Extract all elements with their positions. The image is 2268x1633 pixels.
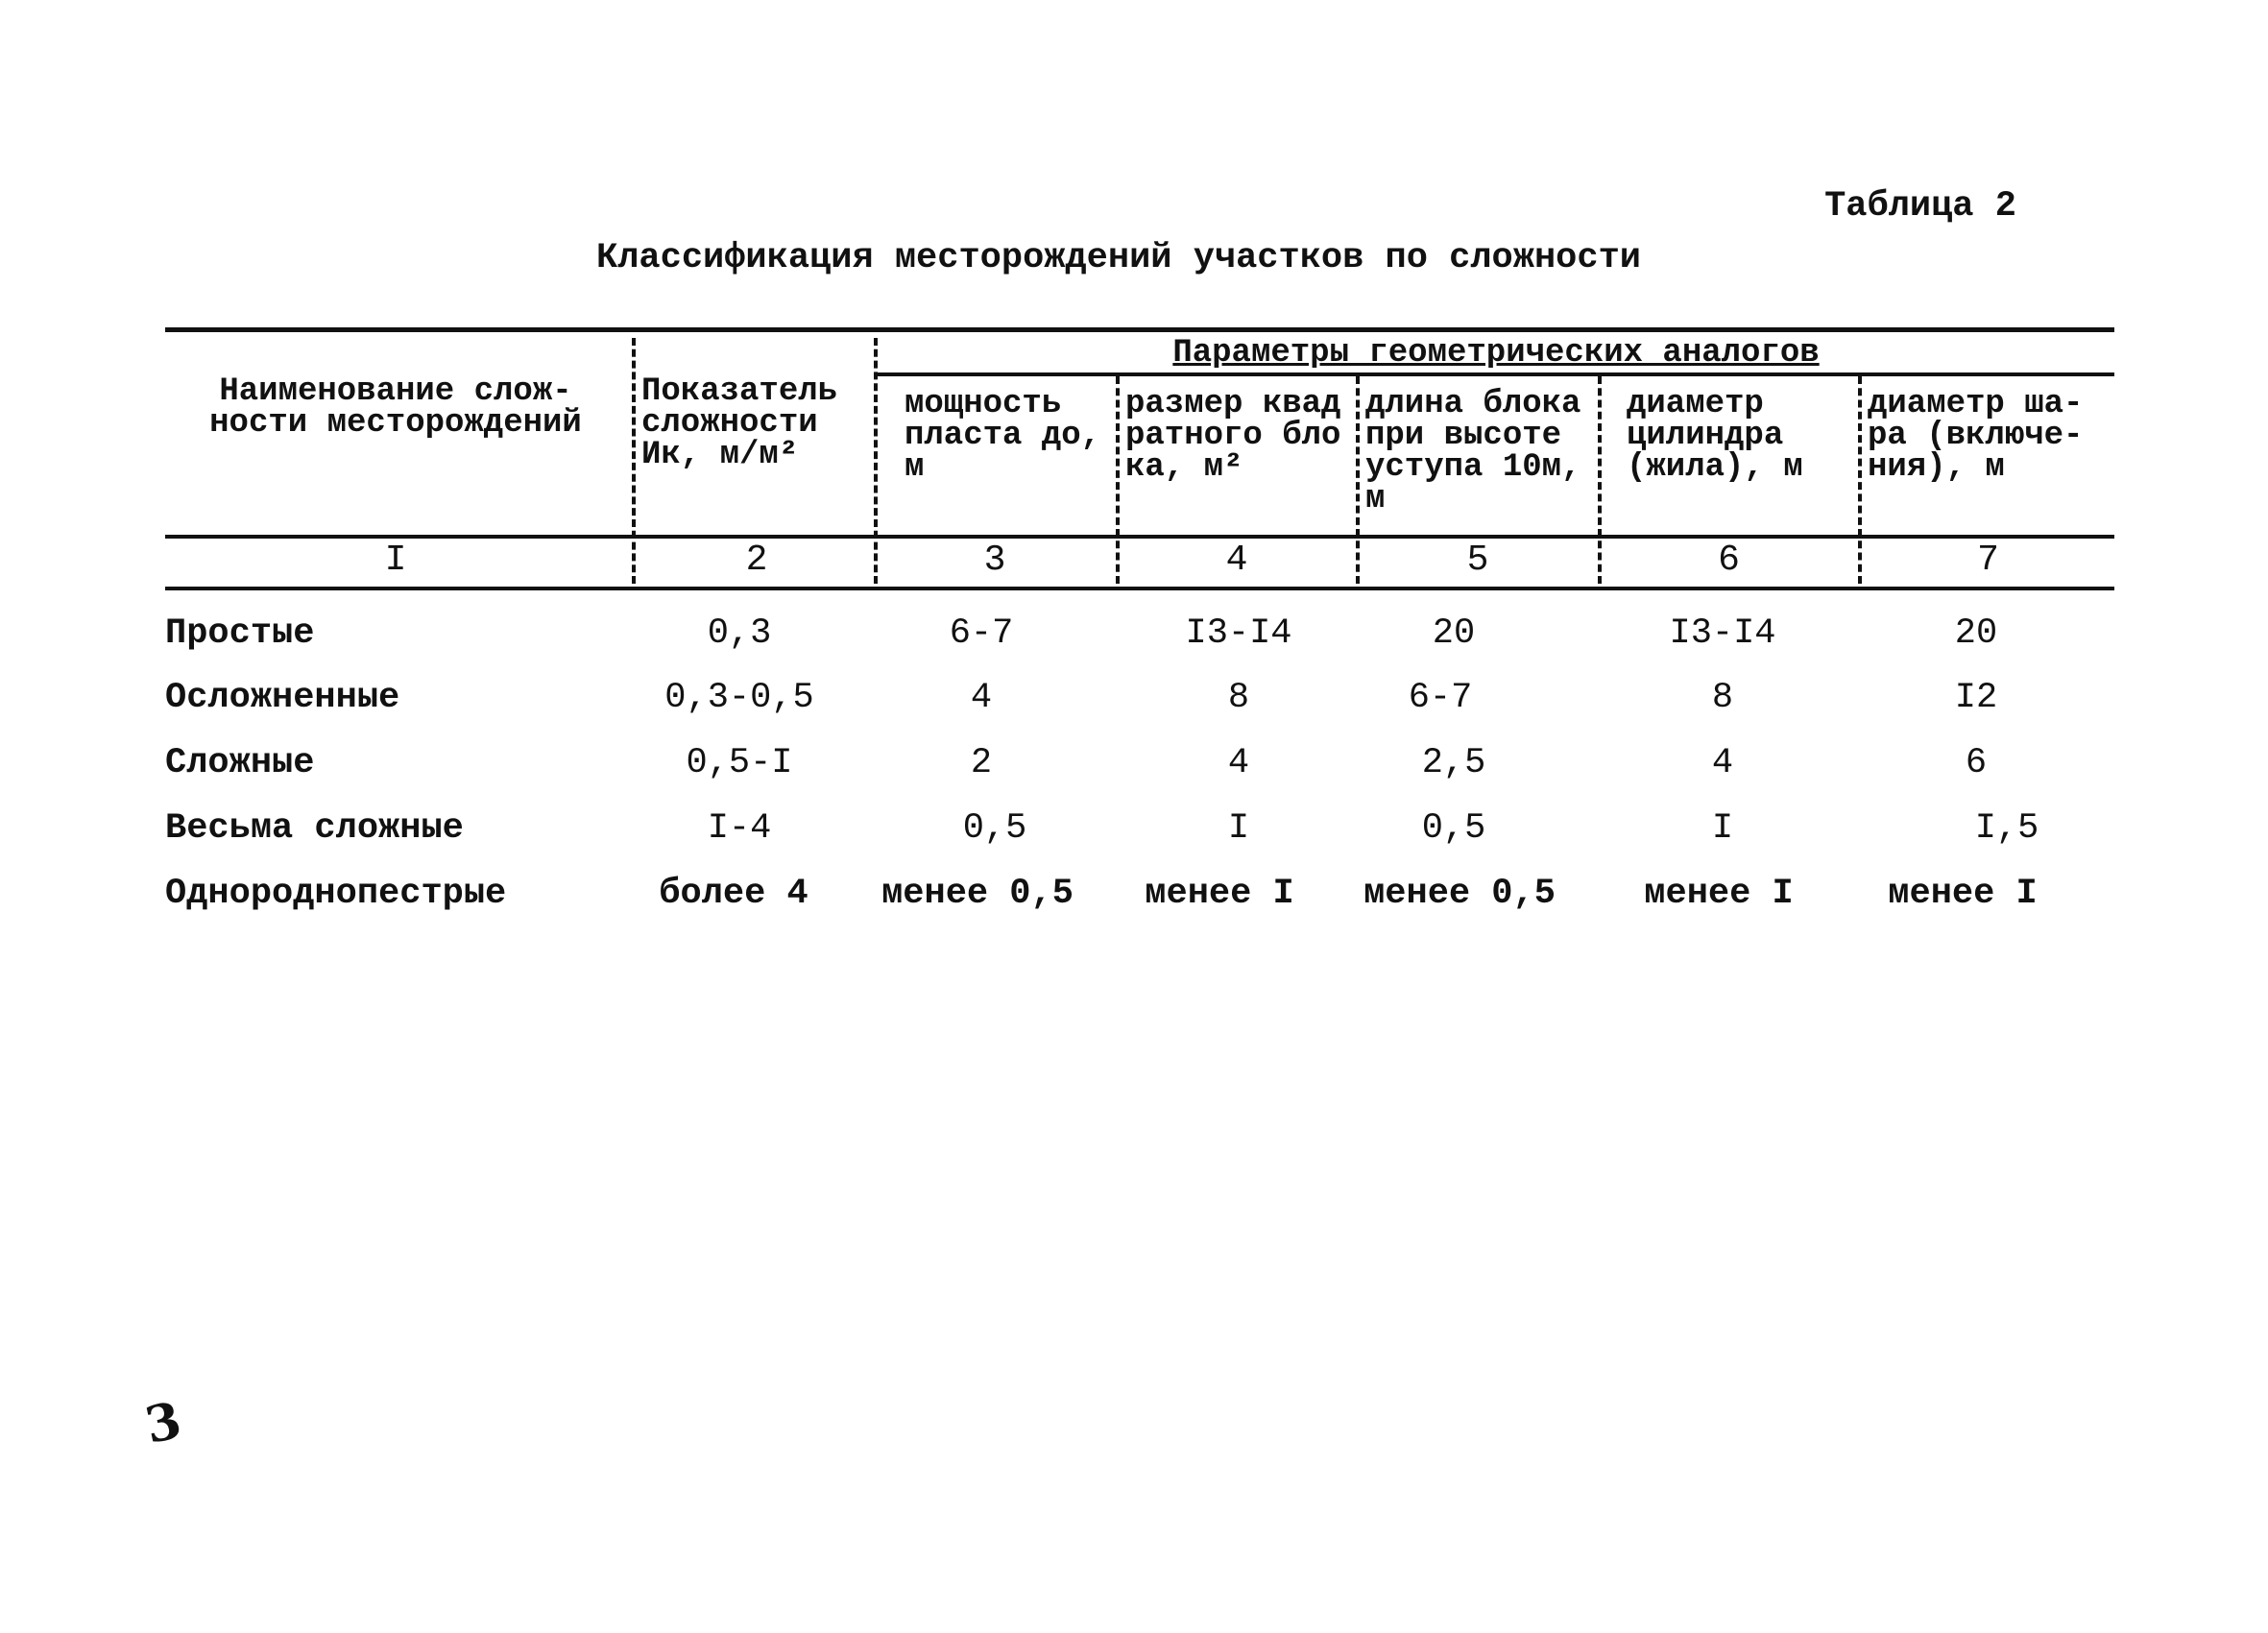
cell-cylinder-diameter: менее I: [1644, 874, 1794, 914]
cell-complexity-index: более 4: [659, 874, 808, 914]
cell-block-length: 20: [1432, 613, 1476, 654]
cell-sphere-diameter: 6: [1965, 743, 1988, 783]
cell-cylinder-diameter: I: [1711, 808, 1734, 849]
column-number: 6: [1718, 540, 1740, 581]
cell-cylinder-diameter: 8: [1711, 678, 1734, 718]
header-square-block-size: размер квад ратного бло ка, м²: [1125, 386, 1341, 486]
column-number: 7: [1977, 540, 1999, 581]
cell-layer-thickness: 0,5: [962, 808, 1027, 849]
cell-sphere-diameter: 20: [1954, 613, 1998, 654]
table-title: Классификация месторождений участков по сложности: [596, 238, 1641, 278]
column-number: I: [384, 540, 407, 581]
row-name: Сложные: [165, 743, 315, 783]
cell-square-block-size: I: [1227, 808, 1250, 849]
cell-sphere-diameter: менее I: [1888, 874, 2038, 914]
cell-block-length: менее 0,5: [1363, 874, 1556, 914]
cell-square-block-size: 4: [1227, 743, 1250, 783]
header-block-length: длина блока при высоте уступа 10м, м: [1365, 386, 1581, 517]
cell-square-block-size: 8: [1227, 678, 1250, 718]
table-top-rule: [165, 327, 2114, 332]
header-complexity-index: Показатель сложности Ик, м/м²: [641, 373, 838, 473]
header-sphere-diameter: диаметр ша- ра (включе- ния), м: [1868, 386, 2084, 486]
cell-complexity-index: 0,5-I: [686, 743, 793, 783]
row-name: Однороднопестрые: [165, 874, 507, 914]
page-number-mark: 3: [140, 1390, 187, 1456]
header-layer-thickness: мощность пласта до, м: [905, 386, 1101, 486]
cell-layer-thickness: менее 0,5: [881, 874, 1074, 914]
cell-block-length: 6-7: [1408, 678, 1473, 718]
row-name: Простые: [165, 613, 315, 654]
cell-cylinder-diameter: I3-I4: [1669, 613, 1776, 654]
header-geometric-analogs-group: Параметры геометрических аналогов: [1172, 335, 1820, 372]
cell-block-length: 2,5: [1421, 743, 1486, 783]
column-number-rule: [165, 587, 2114, 590]
table-number: Таблица 2: [1824, 186, 2016, 227]
cell-complexity-index: 0,3: [707, 613, 772, 654]
cell-layer-thickness: 2: [970, 743, 993, 783]
cell-block-length: 0,5: [1421, 808, 1486, 849]
cell-square-block-size: I3-I4: [1185, 613, 1292, 654]
cell-sphere-diameter: I,5: [1974, 808, 2039, 849]
cell-sphere-diameter: I2: [1954, 678, 1998, 718]
cell-layer-thickness: 4: [970, 678, 993, 718]
cell-layer-thickness: 6-7: [949, 613, 1014, 654]
column-number: 5: [1466, 540, 1489, 581]
row-name: Весьма сложные: [165, 808, 464, 849]
group-header-rule: [878, 372, 2114, 376]
cell-complexity-index: 0,3-0,5: [664, 678, 814, 718]
cell-cylinder-diameter: 4: [1711, 743, 1734, 783]
header-bottom-rule: [165, 535, 2114, 539]
header-deposit-name: Наименование слож- ности месторождений: [209, 373, 582, 442]
column-number: 4: [1225, 540, 1248, 581]
header-cylinder-diameter: диаметр цилиндра (жила), м: [1627, 386, 1803, 486]
cell-square-block-size: менее I: [1145, 874, 1294, 914]
column-number: 2: [745, 540, 768, 581]
column-separator: [632, 338, 636, 584]
column-number: 3: [983, 540, 1006, 581]
row-name: Осложненные: [165, 678, 400, 718]
cell-complexity-index: I-4: [707, 808, 772, 849]
